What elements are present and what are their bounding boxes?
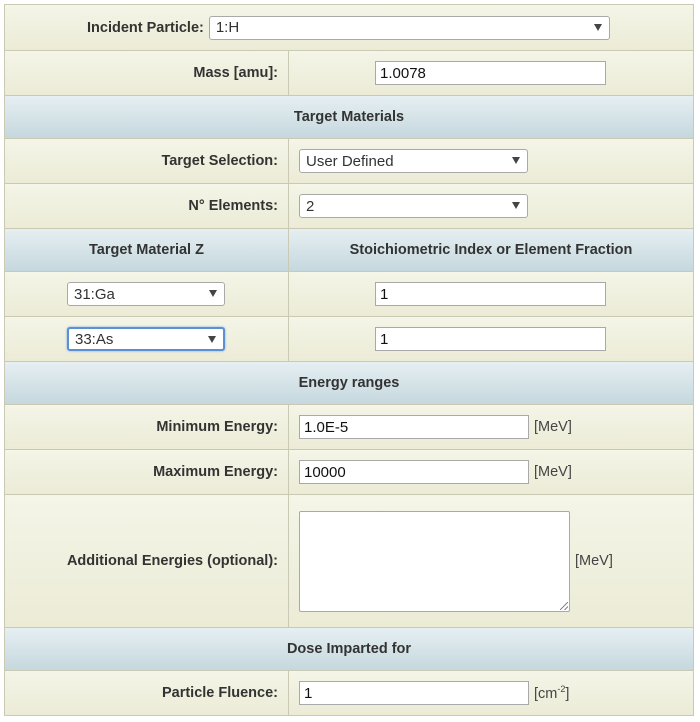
max-energy-unit: [MeV]: [534, 464, 572, 480]
min-energy-row: [5, 405, 693, 450]
additional-energies-row: [5, 495, 693, 628]
mass-row: [5, 51, 693, 96]
chevron-down-icon: [209, 290, 217, 297]
incident-particle-label: Incident Particle:: [87, 19, 204, 36]
max-energy-row: [5, 450, 693, 495]
element-z-select[interactable]: [67, 282, 225, 306]
fluence-unit-suffix: ]: [565, 685, 570, 702]
target-selection-row: [5, 139, 693, 184]
n-elements-select[interactable]: [299, 194, 528, 218]
incident-particle-value: 1:H: [215, 19, 240, 36]
target-selection-label: Target Selection:: [5, 139, 289, 183]
particle-form: [4, 4, 694, 716]
chevron-down-icon: [594, 24, 602, 31]
fluence-row: [5, 671, 693, 715]
max-energy-input[interactable]: 10000: [299, 460, 529, 484]
chevron-down-icon: [512, 202, 520, 209]
min-energy-unit: [MeV]: [534, 419, 572, 435]
column-header-z: Target Material Z: [5, 229, 289, 271]
energy-ranges-heading: Energy ranges: [5, 362, 693, 405]
fluence-unit-exponent: -2: [557, 684, 566, 695]
target-materials-heading: Target Materials: [5, 96, 693, 139]
fluence-label: Particle Fluence:: [5, 671, 289, 715]
n-elements-value: 2: [306, 197, 315, 215]
fluence-unit: [534, 684, 569, 702]
additional-energies-textarea[interactable]: [299, 511, 570, 612]
min-energy-label: Minimum Energy:: [5, 405, 289, 449]
n-elements-label: N° Elements:: [5, 184, 289, 228]
additional-energies-unit: [MeV]: [575, 553, 613, 569]
target-selection-select[interactable]: [299, 149, 528, 173]
chevron-down-icon: [512, 157, 520, 164]
table-row: [5, 272, 693, 317]
fluence-unit-prefix: [cm: [534, 685, 558, 702]
element-z-value: 31:Ga: [74, 285, 115, 303]
column-header-stoich: Stoichiometric Index or Element Fraction: [349, 242, 633, 258]
element-table-header: [5, 229, 693, 272]
resize-handle-icon[interactable]: [560, 602, 568, 610]
element-z-value: 33:As: [75, 330, 114, 348]
incident-particle-row: [5, 5, 693, 51]
incident-particle-select[interactable]: [209, 16, 610, 40]
min-energy-input[interactable]: 1.0E-5: [299, 415, 529, 439]
table-row: [5, 317, 693, 362]
dose-heading: Dose Imparted for: [5, 628, 693, 671]
element-z-select[interactable]: [67, 327, 225, 351]
chevron-down-icon: [208, 336, 216, 343]
element-index-input[interactable]: 1: [375, 282, 606, 306]
mass-input[interactable]: 1.0078: [375, 61, 606, 85]
max-energy-label: Maximum Energy:: [5, 450, 289, 494]
n-elements-row: [5, 184, 693, 229]
mass-label: Mass [amu]:: [5, 51, 289, 95]
target-selection-value: User Defined: [306, 152, 394, 170]
element-index-input[interactable]: 1: [375, 327, 606, 351]
fluence-input[interactable]: 1: [299, 681, 529, 705]
additional-energies-label: Additional Energies (optional):: [5, 495, 289, 627]
